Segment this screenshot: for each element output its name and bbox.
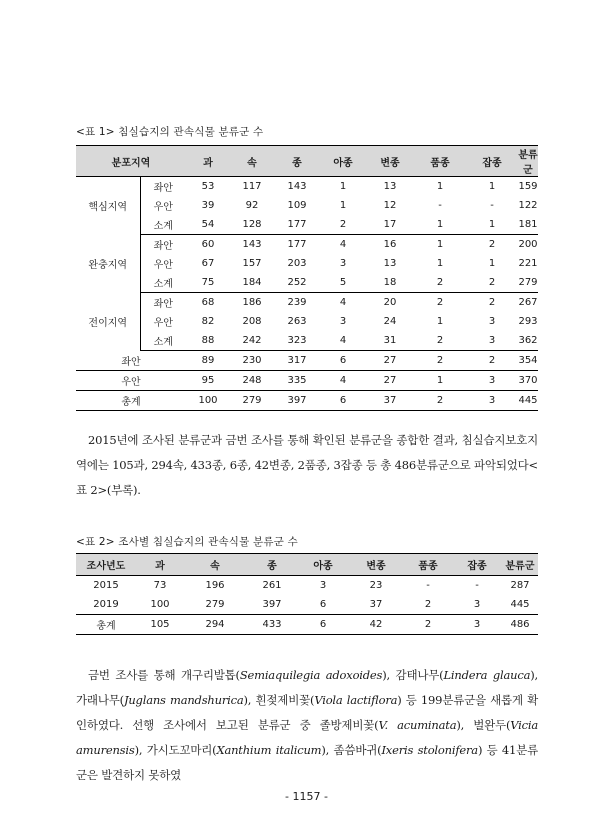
table1-value-cell: 1	[436, 258, 444, 269]
table1-value-cell: 143	[242, 239, 262, 250]
table1-region-cell: 핵심지역	[76, 177, 140, 235]
table1-value-cell: 445	[518, 391, 538, 411]
table1-caption: <표 1> 침실습지의 관속식물 분류군 수	[76, 126, 264, 138]
table1-value-cell: 267	[518, 297, 538, 308]
table1-value-cell: 75	[186, 273, 230, 293]
table1-value-cell: 2	[320, 215, 366, 235]
table1-value-cell: 60	[201, 239, 215, 250]
table2-header-cell: 변종	[348, 554, 404, 576]
table2-value-cell: 196	[205, 580, 225, 591]
table1-value-cell: 354	[518, 351, 538, 371]
table1-value-cell: 95	[186, 371, 230, 391]
table1-summary-row	[76, 351, 538, 371]
table2-value-cell: 3	[319, 580, 327, 591]
table2-value-cell: 6	[298, 615, 348, 635]
table1-summary-label: 우안	[76, 371, 186, 391]
table1-value-cell: 186	[242, 297, 262, 308]
species-name: Semiaquilegia adoxoides	[239, 668, 383, 682]
table1-value-cell: -	[438, 200, 442, 211]
table2-value-cell: 105	[136, 615, 184, 635]
species-name: Vicia amurensis	[76, 718, 538, 757]
table1-value-cell: 323	[274, 331, 320, 351]
paragraph-summary: 2015년에 조사된 분류군과 금번 조사를 통해 확인된 분류군을 종합한 결과, 침실습지보호지역에는 105과, 294속, 433종, 6종, 42변종, 2품종, 3잡종 등 총 486분류군으로 파악되었다<표 2>(부록).	[76, 433, 538, 497]
table1-row	[76, 196, 538, 215]
table2-body	[76, 576, 538, 635]
table1-value-cell: 2	[414, 273, 466, 293]
table1-value-cell: 13	[383, 181, 397, 192]
table1-header-cell: 잡종	[466, 146, 518, 177]
table1-value-cell: 53	[201, 181, 215, 192]
para2-text: ) 등 41분류군은 발견하지 못하였	[76, 743, 538, 782]
table2-value-cell: 3	[452, 615, 502, 635]
table2-value-cell: 261	[262, 580, 282, 591]
table1-value-cell: 143	[287, 181, 307, 192]
table1-subregion-cell: 소계	[140, 273, 186, 293]
table1-subregion-cell: 좌안	[153, 183, 173, 194]
table1-value-cell: 4	[339, 297, 347, 308]
table2-value-cell: 42	[348, 615, 404, 635]
table1-subregion-cell: 좌안	[153, 241, 173, 252]
table1-value-cell: 2	[414, 391, 466, 411]
table1-value-cell: 12	[383, 200, 397, 211]
table1-subregion-cell: 소계	[140, 215, 186, 235]
table2-value-cell: 23	[369, 580, 383, 591]
table2-header-cell: 잡종	[452, 554, 502, 576]
table1-header-cell: 속	[230, 146, 274, 177]
para2-text: ), 가시도꼬마리(	[134, 743, 217, 757]
table2-header-row	[76, 554, 538, 576]
table1-row	[76, 254, 538, 273]
paragraph-new-taxa	[76, 663, 538, 788]
table1-value-cell: 203	[287, 258, 307, 269]
table1-summary-row	[76, 391, 538, 411]
table1-value-cell: 6	[320, 351, 366, 371]
table2-value-cell: 287	[510, 580, 530, 591]
table1-row	[76, 312, 538, 331]
table1-value-cell: 37	[366, 391, 414, 411]
table1-value-cell: 54	[186, 215, 230, 235]
table2-header-cell: 조사년도	[76, 554, 136, 576]
table1-value-cell: 4	[339, 239, 347, 250]
table1-region-cell: 완충지역	[76, 235, 140, 293]
table1-value-cell: 67	[201, 258, 215, 269]
table1-value-cell: 184	[230, 273, 274, 293]
table1-value-cell: 230	[230, 351, 274, 371]
table2-header-cell: 품종	[404, 554, 452, 576]
table1-value-cell: 2	[466, 351, 518, 371]
para2-text: ), 벌완두(	[456, 718, 511, 732]
table1-value-cell: 177	[274, 215, 320, 235]
table1-header-cell: 변종	[366, 146, 414, 177]
table1-value-cell: 109	[287, 200, 307, 211]
table2-header-cell: 과	[136, 554, 184, 576]
table1-header-row	[76, 146, 538, 177]
table1-subregion-cell: 좌안	[153, 299, 173, 310]
table1-value-cell: 128	[230, 215, 274, 235]
table1-subregion-cell: 우안	[153, 318, 173, 329]
table1	[76, 145, 538, 411]
table1-summary-label: 좌안	[76, 351, 186, 371]
table1-value-cell: 4	[320, 371, 366, 391]
table2-value-cell: 445	[510, 599, 530, 610]
table1-value-cell: 68	[201, 297, 215, 308]
species-name: V. acuminata	[378, 718, 457, 732]
table1-value-cell: 370	[518, 371, 538, 391]
para2-text: 금번 조사를 통해 개구리발톱(	[88, 668, 240, 682]
table1-value-cell: 335	[274, 371, 320, 391]
table1-row	[76, 293, 538, 313]
table1-value-cell: 252	[274, 273, 320, 293]
table2-value-cell: 279	[205, 599, 225, 610]
species-name: Viola lactiflora	[314, 693, 398, 707]
table1-value-cell: 177	[287, 239, 307, 250]
table1-value-cell: 263	[287, 316, 307, 327]
table1-value-cell: 3	[466, 331, 518, 351]
table1-subregion-cell: 소계	[140, 331, 186, 351]
table1-value-cell: 82	[201, 316, 215, 327]
table1-value-cell: 3	[339, 258, 347, 269]
table1-value-cell: 1	[414, 371, 466, 391]
table1-value-cell: 27	[366, 351, 414, 371]
table1-value-cell: 2	[488, 297, 496, 308]
table1-value-cell: 117	[242, 181, 262, 192]
table1-value-cell: 89	[186, 351, 230, 371]
table1-value-cell: 31	[366, 331, 414, 351]
table1-value-cell: 239	[287, 297, 307, 308]
species-name: Juglans mandshurica	[123, 693, 244, 707]
table1-value-cell: 3	[466, 391, 518, 411]
table1-header-cell: 과	[186, 146, 230, 177]
table1-value-cell: 181	[518, 215, 538, 235]
table1-value-cell: 1	[414, 215, 466, 235]
table1-row	[76, 177, 538, 197]
table2-header-cell: 종	[246, 554, 298, 576]
table1-value-cell: 397	[274, 391, 320, 411]
table1-value-cell: 279	[230, 391, 274, 411]
table1-value-cell: 1	[339, 181, 347, 192]
page-number: - 1157 -	[285, 790, 328, 803]
table1-value-cell: 362	[518, 331, 538, 351]
table1-value-cell: 279	[518, 273, 538, 293]
table1-value-cell: 208	[242, 316, 262, 327]
table1-value-cell: -	[490, 200, 494, 211]
table2-year-cell: 총계	[76, 615, 136, 635]
para2-text: ), 가래나무(	[76, 668, 539, 707]
table1-value-cell: 293	[518, 316, 538, 327]
species-name: Ixeris stolonifera	[381, 743, 478, 757]
species-name: Xanthium italicum	[216, 743, 322, 757]
table1-body	[76, 177, 538, 411]
table2-value-cell: 37	[369, 599, 383, 610]
table1-value-cell: 159	[518, 181, 538, 192]
table1-row	[76, 331, 538, 351]
table2-value-cell: -	[475, 580, 479, 591]
table1-row	[76, 273, 538, 293]
table1-summary-label: 총계	[76, 391, 186, 411]
table2-caption: <표 2> 조사별 침실습지의 관속식물 분류군 수	[76, 536, 298, 548]
table1-value-cell: 2	[488, 239, 496, 250]
para2-text: ), 좀씀바귀(	[321, 743, 382, 757]
table1-value-cell: 1	[488, 258, 496, 269]
table1-value-cell: 24	[383, 316, 397, 327]
table2-row	[76, 576, 538, 596]
table1-value-cell: 1	[436, 181, 444, 192]
table1-header-region: 분포지역	[76, 146, 186, 177]
table1-value-cell: 4	[320, 331, 366, 351]
table2-header-cell: 아종	[298, 554, 348, 576]
table1-region-cell: 전이지역	[76, 293, 140, 351]
para2-text: ), 흰젖제비꽃(	[243, 693, 315, 707]
table1-value-cell: 88	[186, 331, 230, 351]
table2-value-cell: -	[426, 580, 430, 591]
para2-text: ), 감태나무(	[382, 668, 444, 682]
table1-value-cell: 1	[466, 215, 518, 235]
table1-value-cell: 1	[436, 239, 444, 250]
table1-value-cell: 6	[320, 391, 366, 411]
table1-value-cell: 3	[339, 316, 347, 327]
table1-value-cell: 2	[414, 351, 466, 371]
table2-value-cell: 3	[473, 599, 481, 610]
table1-value-cell: 20	[383, 297, 397, 308]
table2-value-cell: 2	[404, 615, 452, 635]
table1-header-cell: 종	[274, 146, 320, 177]
para2-text: ) 등 199분류군을 새롭게 확인하였다. 선행 조사에서 보고된 분류군 중 졸방제비꽃(	[76, 693, 539, 732]
table2-value-cell: 294	[184, 615, 246, 635]
table1-row	[76, 235, 538, 255]
table2-header-cell: 속	[184, 554, 246, 576]
table2-value-cell: 433	[246, 615, 298, 635]
table2-value-cell: 486	[502, 615, 538, 635]
table1-value-cell: 18	[366, 273, 414, 293]
table1-value-cell: 1	[339, 200, 347, 211]
table1-value-cell: 3	[466, 371, 518, 391]
table2-year-cell: 2015	[93, 580, 119, 591]
table1-value-cell: 39	[201, 200, 215, 211]
species-name: Lindera glauca	[443, 668, 531, 682]
table1-subregion-cell: 우안	[153, 202, 173, 213]
table1-value-cell: 27	[366, 371, 414, 391]
table1-value-cell: 2	[466, 273, 518, 293]
table1-value-cell: 1	[436, 316, 444, 327]
table1-value-cell: 100	[186, 391, 230, 411]
table1-value-cell: 1	[488, 181, 496, 192]
table1-value-cell: 200	[518, 239, 538, 250]
table1-value-cell: 122	[518, 200, 538, 211]
table1-value-cell: 157	[242, 258, 262, 269]
table1-value-cell: 5	[320, 273, 366, 293]
table1-header-cell: 아종	[320, 146, 366, 177]
table1-value-cell: 13	[383, 258, 397, 269]
table2-header-cell: 분류군	[502, 554, 538, 576]
table1-value-cell: 2	[414, 331, 466, 351]
table2-year-cell: 2019	[93, 599, 119, 610]
table2-value-cell: 73	[153, 580, 167, 591]
table1-value-cell: 16	[383, 239, 397, 250]
table1-value-cell: 221	[518, 258, 538, 269]
table2-value-cell: 397	[262, 599, 282, 610]
table1-header-cell: 분류군	[518, 146, 538, 177]
table1-row	[76, 215, 538, 235]
table2-row	[76, 615, 538, 635]
table1-value-cell: 17	[366, 215, 414, 235]
table2-value-cell: 2	[424, 599, 432, 610]
table2-value-cell: 100	[150, 599, 170, 610]
table1-summary-row	[76, 371, 538, 391]
table1-value-cell: 2	[436, 297, 444, 308]
table1-value-cell: 317	[274, 351, 320, 371]
table1-subregion-cell: 우안	[153, 260, 173, 271]
table1-value-cell: 3	[488, 316, 496, 327]
table1-header-cell: 품종	[414, 146, 466, 177]
table2	[76, 553, 538, 635]
table1-value-cell: 242	[230, 331, 274, 351]
table1-value-cell: 248	[230, 371, 274, 391]
table2-row	[76, 595, 538, 615]
table2-value-cell: 6	[319, 599, 327, 610]
table1-value-cell: 92	[245, 200, 259, 211]
